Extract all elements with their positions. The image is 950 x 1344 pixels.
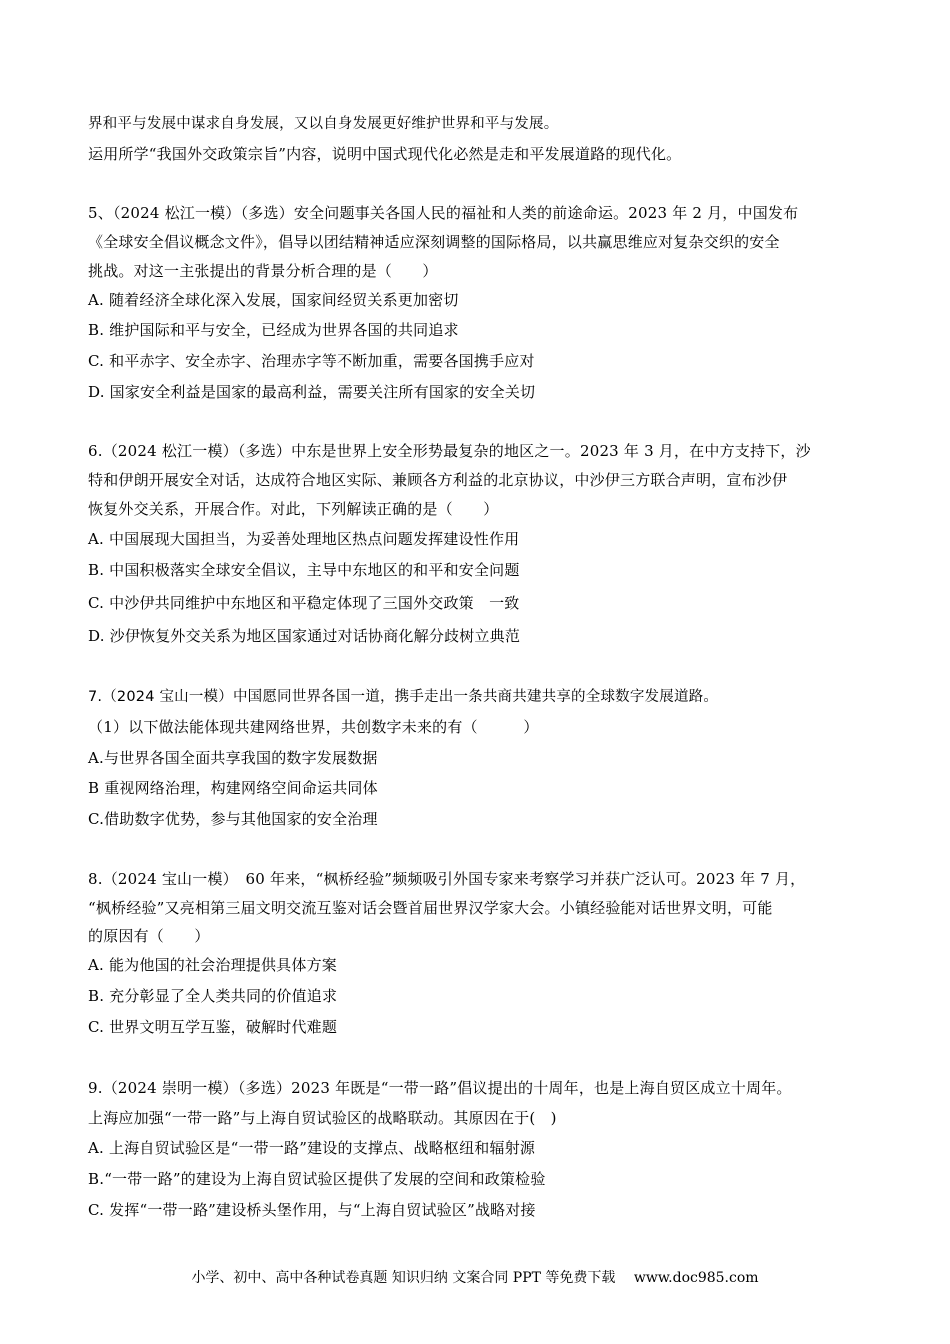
q6-option-c: C. 中沙伊共同维护中东地区和平稳定体现了三国外交政策 一致 [88,594,520,612]
q5-option-d: D. 国家安全利益是国家的最高利益，需要关注所有国家的安全关切 [88,383,536,401]
q6-stem-line-1: 6.（2024 松江一模）（多选）中东是世界上安全形势最复杂的地区之一。2023 年 3 月，在中方支持下，沙 [88,442,811,460]
q5-option-b: B. 维护国际和平与安全，已经成为世界各国的共同追求 [88,321,459,339]
q8-stem-line-3: 的原因有（ ） [88,927,210,945]
q9-stem-line-1: 9.（2024 崇明一模）（多选）2023 年既是“一带一路”倡议提出的十周年，也是上海自贸区成立十周年。 [88,1079,792,1097]
q9-option-a: A. 上海自贸试验区是“一带一路”建设的支撑点、战略枢纽和辐射源 [88,1139,536,1157]
q8-option-a: A. 能为他国的社会治理提供具体方案 [88,956,337,974]
q7-option-b: B 重视网络治理，构建网络空间命运共同体 [88,779,378,797]
q6-option-d: D. 沙伊恢复外交关系为地区国家通过对话协商化解分歧树立典范 [88,627,521,645]
page-footer: 小学、初中、高中各种试卷真题 知识归纳 文案合同 PPT 等免费下载 www.doc985.com [191,1270,759,1286]
q8-option-c: C. 世界文明互学互鉴，破解时代难题 [88,1018,338,1036]
q6-stem-line-3: 恢复外交关系，开展合作。对此，下列解读正确的是（ ） [88,500,499,518]
q6-stem-line-2: 特和伊朗开展安全对话，达成符合地区实际、兼顾各方利益的北京协议，中沙伊三方联合声明，宣布沙伊 [88,471,788,489]
q5-stem-line-1: 5、（2024 松江一模）（多选）安全问题事关各国人民的福祉和人类的前途命运。2023 年 2 月，中国发布 [88,204,799,222]
q7-option-c: C.借助数字优势，参与其他国家的安全治理 [88,810,378,828]
q6-option-a: A. 中国展现大国担当，为妥善处理地区热点问题发挥建设性作用 [88,530,520,548]
q7-stem: 7.（2024 宝山一模）中国愿同世界各国一道，携手走出一条共商共建共享的全球数字发展道路。 [88,689,719,705]
q8-option-b: B. 充分彰显了全人类共同的价值追求 [88,987,338,1005]
q7-option-a: A.与世界各国全面共享我国的数字发展数据 [88,749,378,767]
q8-stem-line-2: “枫桥经验”又亮相第三届文明交流互鉴对话会暨首届世界汉学家大会。小镇经验能对话世界文明，可能 [88,899,773,917]
q8-stem-line-1: 8.（2024 宝山一模） 60 年来，“枫桥经验”频频吸引外国专家来考察学习并获广泛认可。2023 年 7 月， [88,870,806,888]
q7-sub-question: （1）以下做法能体现共建网络世界，共创数字未来的有（ ） [88,718,539,736]
q9-option-c: C. 发挥“一带一路”建设桥头堡作用，与“上海自贸试验区”战略对接 [88,1201,536,1219]
q5-stem-line-3: 挑战。对这一主张提出的背景分析合理的是（ ） [88,262,438,280]
q5-option-a: A. 随着经济全球化深入发展，国家间经贸关系更加密切 [88,291,459,309]
intro-line-1: 界和平与发展中谋求自身发展，又以自身发展更好维护世界和平与发展。 [88,116,559,132]
q6-option-b: B. 中国积极落实全球安全倡议，主导中东地区的和平和安全问题 [88,561,520,579]
q9-stem-line-2: 上海应加强“一带一路”与上海自贸试验区的战略联动。其原因在于( ) [88,1109,557,1127]
q5-stem-line-2: 《全球安全倡议概念文件》，倡导以团结精神适应深刻调整的国际格局，以共赢思维应对复杂交织的安全 [88,233,780,251]
q5-option-c: C. 和平赤字、安全赤字、治理赤字等不断加重，需要各国携手应对 [88,352,535,370]
intro-line-2: 运用所学“我国外交政策宗旨”内容，说明中国式现代化必然是走和平发展道路的现代化。 [88,145,682,163]
q9-option-b: B.“一带一路”的建设为上海自贸试验区提供了发展的空间和政策检验 [88,1170,546,1188]
